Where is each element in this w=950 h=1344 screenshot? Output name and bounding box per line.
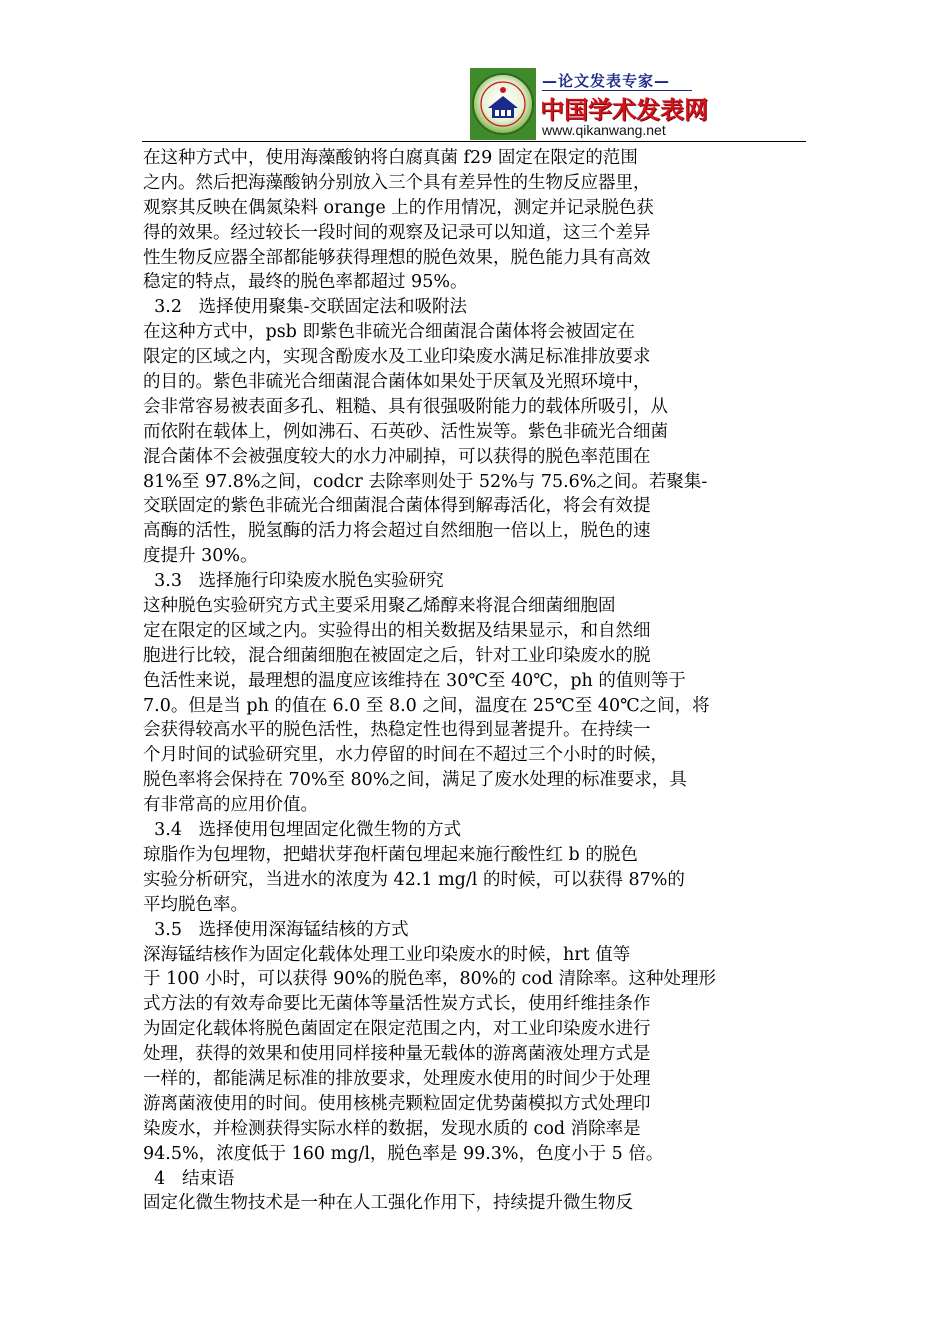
text-line: 在这种方式中，psb 即紫色非硫光合细菌混合菌体将会被固定在	[143, 322, 635, 343]
text-line: 高酶的活性，脱氢酶的活力将会超过自然细胞一倍以上，脱色的速	[143, 521, 651, 542]
text-line: 稳定的特点，最终的脱色率都超过 95%。	[143, 272, 468, 293]
text-line: 性生物反应器全部都能够获得理想的脱色效果，脱色能力具有高效	[143, 247, 651, 268]
section-heading: 4 结束语	[143, 1168, 235, 1189]
text-line: 会获得较高水平的脱色活性，热稳定性也得到显著提升。在持续一	[143, 720, 651, 741]
text-line: 固定化微生物技术是一种在人工强化作用下，持续提升微生物反	[143, 1193, 633, 1214]
text-line: 之内。然后把海藻酸钠分别放入三个具有差异性的生物反应器里，	[143, 172, 651, 193]
text-line: 7.0。但是当 ph 的值在 6.0 至 8.0 之间，温度在 25℃至 40℃之间，将	[143, 695, 710, 716]
text-line: 观察其反映在偶氮染料 orange 上的作用情况，测定并记录脱色获	[143, 197, 654, 218]
text-line: 脱色率将会保持在 70%至 80%之间，满足了废水处理的标准要求，具	[143, 770, 687, 791]
text-line: 染废水，并检测获得实际水样的数据，发现水质的 cod 消除率是	[143, 1118, 641, 1139]
text-line: 有非常高的应用价值。	[143, 795, 318, 816]
text-line: 度提升 30%。	[143, 546, 258, 567]
text-line: 于 100 小时，可以获得 90%的脱色率，80%的 cod 清除率。这种处理形	[143, 969, 717, 990]
site-logo[interactable]	[470, 68, 708, 140]
text-line: 的目的。紫色非硫光合细菌混合菌体如果处于厌氧及光照环境中，	[143, 372, 651, 393]
text-line: 94.5%，浓度低于 160 mg/l，脱色率是 99.3%，色度小于 5 倍。	[143, 1143, 664, 1164]
text-line: 处理，获得的效果和使用同样接种量无载体的游离菌液处理方式是	[143, 1044, 651, 1065]
logo-tagline: —论文发表专家—	[542, 70, 692, 91]
text-line: 实验分析研究，当进水的浓度为 42.1 mg/l 的时候，可以获得 87%的	[143, 869, 685, 890]
text-line: 混合菌体不会被强度较大的水力冲刷掉，可以获得的脱色率范围在	[143, 446, 651, 467]
text-line: 会非常容易被表面多孔、粗糙、具有很强吸附能力的载体所吸引，从	[143, 396, 668, 417]
text-line: 个月时间的试验研究里，水力停留的时间在不超过三个小时的时候，	[143, 745, 668, 766]
text-line: 在这种方式中，使用海藻酸钠将白腐真菌 f29 固定在限定的范围	[143, 148, 638, 168]
logo-emblem-icon	[470, 68, 536, 140]
logo-url[interactable]: www.qikanwang.net	[542, 122, 666, 138]
text-line: 平均脱色率。	[143, 894, 248, 915]
logo-site-name: 中国学术发表网	[540, 96, 708, 124]
text-line: 深海锰结核作为固定化载体处理工业印染废水的时候，hrt 值等	[143, 944, 631, 965]
text-line: 游离菌液使用的时间。使用核桃壳颗粒固定优势菌模拟方式处理印	[143, 1093, 651, 1114]
text-line: 得的效果。经过较长一段时间的观察及记录可以知道，这三个差异	[143, 222, 651, 243]
section-heading: 3.4 选择使用包埋固定化微生物的方式	[143, 820, 462, 841]
text-line: 而依附在载体上，例如沸石、石英砂、活性炭等。紫色非硫光合细菌	[143, 421, 668, 442]
text-line: 定在限定的区域之内。实验得出的相关数据及结果显示，和自然细	[143, 620, 651, 641]
text-line: 一样的，都能满足标准的排放要求，处理废水使用的时间少于处理	[143, 1068, 651, 1089]
text-line: 这种脱色实验研究方式主要采用聚乙烯醇来将混合细菌细胞固	[143, 596, 616, 617]
section-heading: 3.3 选择施行印染废水脱色实验研究	[143, 571, 444, 592]
text-line: 为固定化载体将脱色菌固定在限定范围之内，对工业印染废水进行	[143, 1019, 651, 1040]
text-line: 式方法的有效寿命要比无菌体等量活性炭方式长，使用纤维挂条作	[143, 994, 651, 1015]
text-line: 81%至 97.8%之间，codcr 去除率则处于 52%与 75.6%之间。若聚集-	[143, 471, 708, 492]
text-line: 色活性来说，最理想的温度应该维持在 30℃至 40℃，ph 的值则等于	[143, 670, 686, 691]
section-heading: 3.2 选择使用聚集-交联固定法和吸附法	[143, 297, 468, 318]
text-line: 胞进行比较，混合细菌细胞在被固定之后，针对工业印染废水的脱	[143, 645, 651, 666]
text-line: 琼脂作为包埋物，把蜡状芽孢杆菌包埋起来施行酸性红 b 的脱色	[143, 844, 638, 865]
text-line: 交联固定的紫色非硫光合细菌混合菌体得到解毒活化，将会有效提	[143, 496, 651, 517]
header-divider	[142, 141, 806, 142]
section-heading: 3.5 选择使用深海锰结核的方式	[143, 919, 409, 940]
text-line: 限定的区域之内，实现含酚废水及工业印染废水满足标准排放要求	[143, 347, 651, 368]
article-body	[143, 146, 803, 1216]
